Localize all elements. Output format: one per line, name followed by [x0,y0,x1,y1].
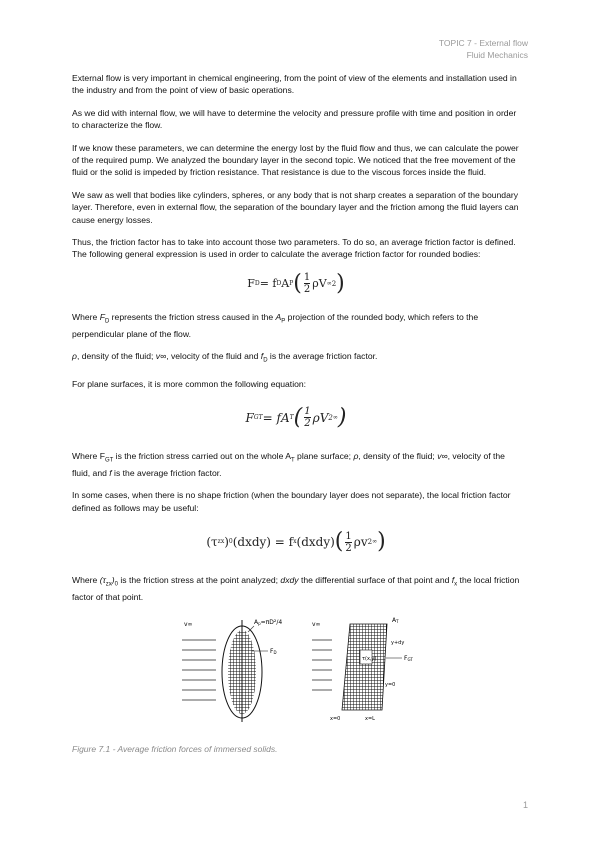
right-ydy-label: y+dy [391,639,405,646]
equation-friction-plane-surface: F GT = fA T ( $\frac{1}{2}$ ρV 2 ∞ ) [245,404,347,430]
paragraph-3: If we know these parameters, we can determine the energy lost by the fluid flow and thus, we can calculate the power of the required pump. We analyzed the boundary layer in the second topic. We noticed that the free movement of the fluid or the solid is impeded by friction resistance. That resistance is due to the viscous forces inside the fluid. [72,142,519,178]
paragraph-5: Thus, the friction factor has to take into account those two parameters. To do so, an average friction factor is defined. The following general expression is used in order to calculate the average friction factor for rounded bodies: [72,237,516,260]
paragraph-1: External flow is very important in chemical engineering, from the point of view of the elements and installation used in the industry and from the point of view of basic operations. [72,73,517,96]
left-area-label: Ap=πD²/4 [254,618,283,626]
paragraph-2: As we did with internal flow, we will have to determine the velocity and pressure profile with time and position in order to characterize the flow. [72,107,517,131]
right-area-label: AT [392,616,399,624]
paragraph-7: ρ, density of the fluid; v∞, velocity of the fluid and $f_D$ is the average friction factor. [72,351,378,365]
equation-average-friction-rounded: F D = f D A P ( $\frac{1}{2}$ ρV ∞ 2 ) [247,270,345,296]
right-flow-arrows [312,640,332,690]
header-topic: TOPIC 7 - External flow [438,38,528,48]
right-velocity-label: v∞ [312,620,321,628]
left-velocity-label: v∞ [184,620,193,628]
paragraph-4: We saw as well that bodies like cylinders, spheres, or any body that is not sharp creates a separation of the boundary layer. Therefore, even in external flow, the separation of the boundary layer and the friction among the fluid layers can cause energy losses. [72,189,519,225]
right-force-label: FGT [404,654,413,662]
paragraph-9: Where $F_{GT}$ is the friction stress carried out on the whole $A_T$ plane surface; ρ, density of the fluid; v∞, velocity of the fluid, and f is the average friction factor. [72,450,505,479]
left-flow-arrows [182,640,216,700]
header-subject: Fluid Mechanics [466,50,528,60]
paragraph-8: For plane surfaces, it is more common the following equation: [72,378,307,389]
differential-label: τ(x,y) [362,655,377,662]
equation-local-friction-factor: (τ zx ) 0 (dxdy) = f x (dxdy) ( $\frac{1}{2}$ ρv 2 ∞ ) [206,529,386,555]
left-force-label: FD [270,647,277,655]
figure-caption: Figure 7.1 - Average friction forces of immersed solids. [72,744,278,754]
paragraph-6: Where $F_D$ represents the friction stress caused in the $A_P$ projection of the rounded body, which refers to the perpendicular plane of the flow. [72,311,479,339]
figure-immersed-solids [72,614,520,726]
right-x0-label: x=0 [330,715,341,722]
page-header [439,37,528,61]
figure-diagram [182,614,422,724]
right-y0-label: y=0 [385,681,396,688]
document-body [72,72,520,726]
paragraph-10: In some cases, when there is no shape friction (when the boundary layer does not separate), the local friction factor defined as follows may be useful: [72,490,511,513]
paragraph-11: Where $(\tau_{zx})_0$ is the friction stress at the point analyzed; dxdy the differential surface of that point and $f_x$ the local friction factor of that point. [72,575,520,603]
right-xL-label: x=L [365,715,375,722]
flat-plate-grid [342,624,387,710]
page-number: 1 [522,800,528,810]
